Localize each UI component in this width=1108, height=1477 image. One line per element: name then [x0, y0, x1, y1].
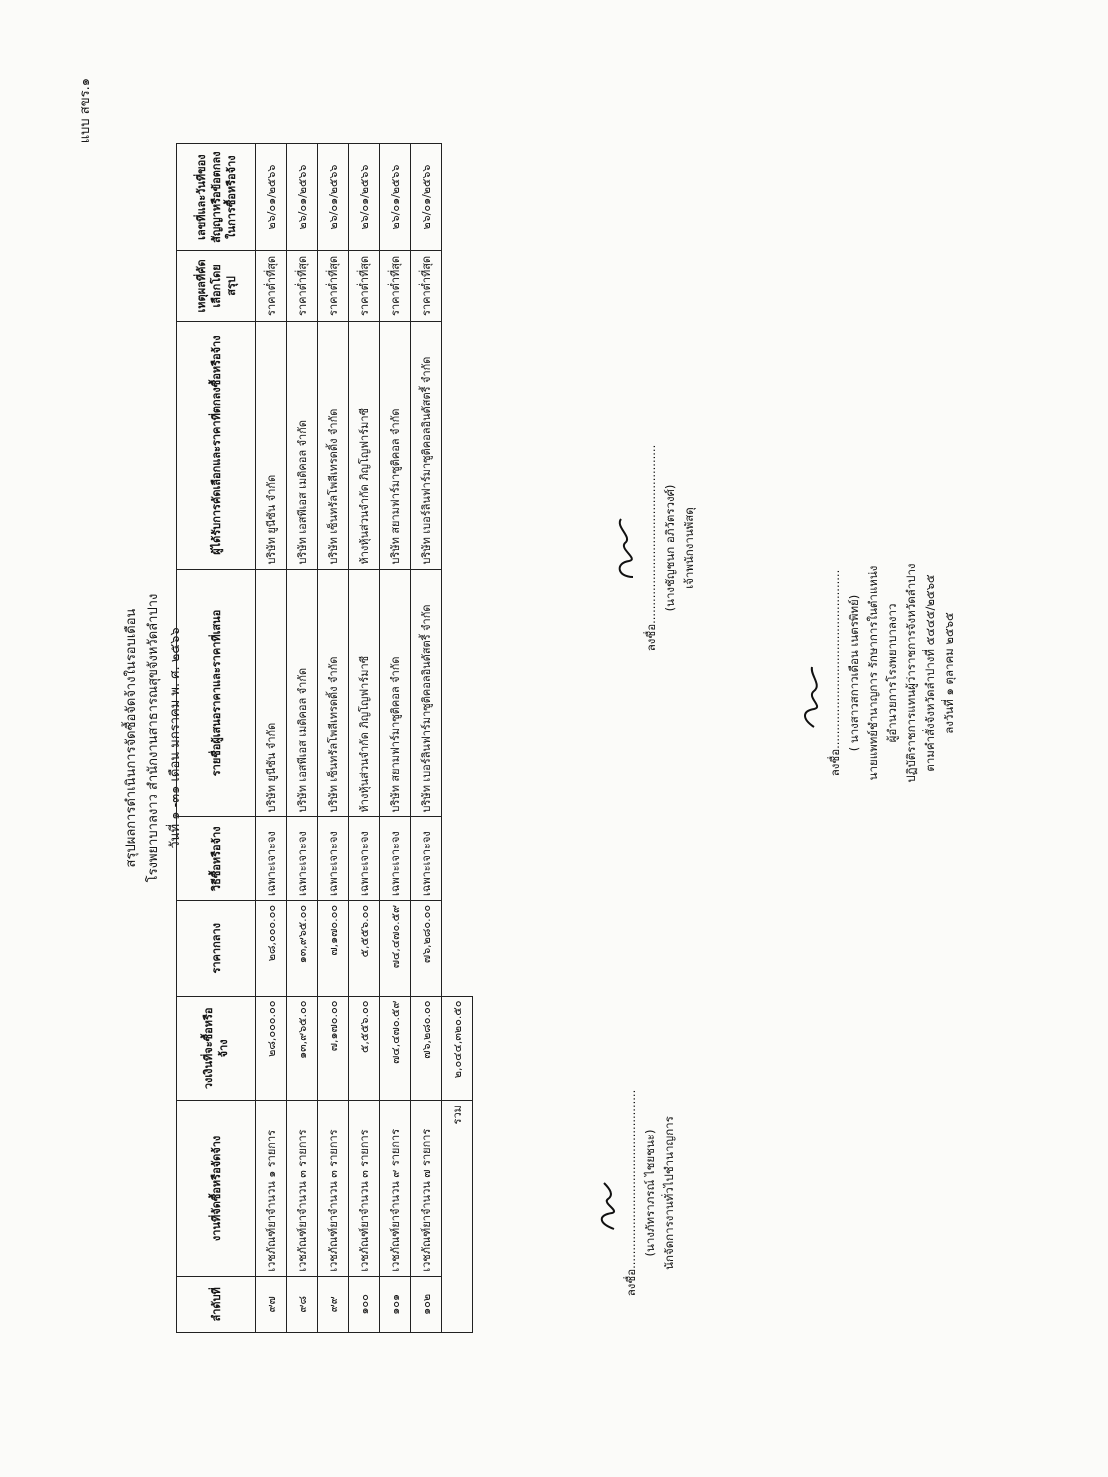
signature-line: ลงชื่อ................................................. — [644, 444, 658, 652]
total-value: ๒,๐๔๔,๓๒๐.๕๐ — [442, 996, 473, 1101]
cell-no: ๙๗ — [256, 1276, 287, 1332]
table-row — [318, 144, 349, 1333]
table-row — [349, 144, 380, 1333]
cell-bidder: ห้างหุ้นส่วนจำกัด ภิญโญฟาร์มาซี — [349, 569, 380, 817]
cell-item: เวชภัณฑ์ยาจำนวน ๑ รายการ — [256, 1101, 287, 1277]
report-title: สรุปผลการดำเนินการจัดซื้อจัดจ้างในรอบเดือน — [124, 608, 139, 868]
cell-method: เฉพาะเจาะจง — [380, 817, 411, 900]
cell-winner: บริษัท เบอร์ลินฟาร์มาซูติคอลอินดัสตรี้ จำกัด — [411, 321, 442, 569]
cell-bidder: บริษัท เซ็นทรัลโพลีเทรดดิ้ง จำกัด — [318, 569, 349, 817]
table-row — [411, 144, 442, 1333]
signature-mark-2 — [609, 513, 645, 583]
cell-bidder: บริษัท สยามฟาร์มาซูติคอล จำกัด — [380, 569, 411, 817]
cell-budget: ๑๓,๙๖๕.๐๐ — [287, 996, 318, 1101]
signature-mark-1 — [594, 1173, 624, 1233]
col-header: เหตุผลที่คัดเลือกโดยสรุป — [177, 251, 256, 321]
cell-method: เฉพาะเจาะจง — [349, 817, 380, 900]
col-header: วงเงินที่จะซื้อหรือจ้าง — [177, 996, 256, 1101]
signer-position: ปฏิบัติราชการแทนผู้ว่าราชการจังหวัดลำปาง — [904, 563, 918, 783]
signer-name: (นางภัทราภรณ์ ไชยชนะ) — [643, 1129, 657, 1257]
cell-median-price: ๗,๑๗๐.๐๐ — [318, 900, 349, 996]
col-header: เลขที่และวันที่ของสัญญาหรือข้อตกลงในการซื้อหรือจ้าง — [177, 144, 256, 251]
cell-winner: ห้างหุ้นส่วนจำกัด ภิญโญฟาร์มาซี — [349, 321, 380, 569]
signature-line: ลงชื่อ................................................. — [624, 1089, 638, 1297]
cell-contract-date: ๒๖/๐๑/๒๕๖๖ — [349, 144, 380, 251]
cell-no: ๑๐๐ — [349, 1276, 380, 1332]
rotated-page — [54, 38, 1054, 1438]
cell-item: เวชภัณฑ์ยาจำนวน ๗ รายการ — [411, 1101, 442, 1277]
col-header: วิธีซื้อหรือจ้าง — [177, 817, 256, 900]
signature-block-2 — [642, 408, 699, 688]
cell-item: เวชภัณฑ์ยาจำนวน ๓ รายการ — [318, 1101, 349, 1277]
delegation-date: ลงวันที่ ๑ ตุลาคม ๒๕๖๕ — [942, 612, 956, 734]
cell-budget: ๒๘,๐๐๐.๐๐ — [256, 996, 287, 1101]
cell-median-price: ๕,๕๕๖.๐๐ — [349, 900, 380, 996]
report-period: วันที่ ๑ -๓๑ เดือน มกราคม พ. ศ. ๒๕๖๖ — [168, 627, 183, 849]
cell-method: เฉพาะเจาะจง — [287, 817, 318, 900]
col-header: ผู้ได้รับการคัดเลือกและราคาที่ตกลงซื้อหรือจ้าง — [177, 321, 256, 569]
cell-median-price: ๗๔,๔๗๐.๕๙ — [380, 900, 411, 996]
col-header: รายชื่อผู้เสนอราคาและราคาที่เสนอ — [177, 569, 256, 817]
cell-reason: ราคาต่ำที่สุด — [411, 251, 442, 321]
cell-reason: ราคาต่ำที่สุด — [349, 251, 380, 321]
total-label: รวม — [442, 1101, 473, 1333]
cell-winner: บริษัท เอสพีเอส เมดิคอล จำกัด — [287, 321, 318, 569]
cell-bidder: บริษัท ยูนีซัน จำกัด — [256, 569, 287, 817]
cell-contract-date: ๒๖/๐๑/๒๕๖๖ — [256, 144, 287, 251]
delegation-order: ตามคำสั่งจังหวัดลำปางที่ ๕๔๔๕/๒๕๖๕ — [923, 574, 937, 772]
signer-position: นักจัดการงานทั่วไปชำนาญการ — [662, 1116, 676, 1270]
cell-no: ๑๐๒ — [411, 1276, 442, 1332]
signer-name: (นางชัญชนก อภิวัตรวงศ์) — [663, 484, 677, 612]
cell-bidder: บริษัท เบอร์ลินฟาร์มาซูติคอลอินดัสตรี้ จำกัด — [411, 569, 442, 817]
cell-reason: ราคาต่ำที่สุด — [318, 251, 349, 321]
cell-contract-date: ๒๖/๐๑/๒๕๖๖ — [411, 144, 442, 251]
signer-position: ผู้อำนวยการโรงพยาบาลงาว — [885, 603, 899, 743]
cell-no: ๙๙ — [318, 1276, 349, 1332]
cell-bidder: บริษัท เอสพีเอส เมดิคอล จำกัด — [287, 569, 318, 817]
cell-method: เฉพาะเจาะจง — [318, 817, 349, 900]
signature-block-1 — [622, 1053, 679, 1333]
cell-winner: บริษัท เซ็นทรัลโพลีเทรดดิ้ง จำกัด — [318, 321, 349, 569]
cell-method: เฉพาะเจาะจง — [256, 817, 287, 900]
cell-budget: ๗๔,๔๗๐.๕๙ — [380, 996, 411, 1101]
col-header: ลำดับที่ — [177, 1276, 256, 1332]
cell-no: ๑๐๑ — [380, 1276, 411, 1332]
table-header-row — [177, 144, 256, 1333]
cell-median-price: ๒๘,๐๐๐.๐๐ — [256, 900, 287, 996]
cell-median-price: ๗๖,๒๘๐.๐๐ — [411, 900, 442, 996]
form-code: แบบ สขร.๑ — [78, 78, 93, 144]
total-row — [442, 144, 473, 1333]
cell-budget: ๕,๕๕๖.๐๐ — [349, 996, 380, 1101]
cell-winner: บริษัท สยามฟาร์มาซูติคอล จำกัด — [380, 321, 411, 569]
cell-reason: ราคาต่ำที่สุด — [287, 251, 318, 321]
procurement-table — [176, 143, 473, 1333]
cell-contract-date: ๒๖/๐๑/๒๕๖๖ — [380, 144, 411, 251]
cell-method: เฉพาะเจาะจง — [411, 817, 442, 900]
cell-budget: ๗,๑๗๐.๐๐ — [318, 996, 349, 1101]
cell-item: เวชภัณฑ์ยาจำนวน ๙ รายการ — [380, 1101, 411, 1277]
table-row — [380, 144, 411, 1333]
table-row — [287, 144, 318, 1333]
col-header: ราคากลาง — [177, 900, 256, 996]
cell-contract-date: ๒๖/๐๑/๒๕๖๖ — [287, 144, 318, 251]
cell-item: เวชภัณฑ์ยาจำนวน ๓ รายการ — [287, 1101, 318, 1277]
cell-contract-date: ๒๖/๐๑/๒๕๖๖ — [318, 144, 349, 251]
cell-budget: ๗๖,๒๘๐.๐๐ — [411, 996, 442, 1101]
signer-position: เจ้าพนักงานพัสดุ — [682, 507, 696, 589]
total-row-blank — [442, 144, 473, 997]
cell-item: เวชภัณฑ์ยาจำนวน ๓ รายการ — [349, 1101, 380, 1277]
signer-position: นายแพทย์ชำนาญการ รักษาการในตำแหน่ง — [866, 565, 880, 781]
cell-winner: บริษัท ยูนีซัน จำกัด — [256, 321, 287, 569]
signer-name: ( นางสาวสกาวเดือน เนตรพิทย์) — [847, 594, 861, 752]
cell-no: ๙๘ — [287, 1276, 318, 1332]
signature-block-3 — [826, 508, 959, 838]
signature-line: ลงชื่อ................................................. — [828, 569, 842, 777]
report-organization: โรงพยาบาลงาว สำนักงานสาธารณสุขจังหวัดลำปาง — [146, 593, 161, 883]
cell-reason: ราคาต่ำที่สุด — [380, 251, 411, 321]
col-header: งานที่จัดซื้อหรือจัดจ้าง — [177, 1101, 256, 1277]
table-row — [256, 144, 287, 1333]
cell-reason: ราคาต่ำที่สุด — [256, 251, 287, 321]
cell-median-price: ๑๓,๙๖๕.๐๐ — [287, 900, 318, 996]
